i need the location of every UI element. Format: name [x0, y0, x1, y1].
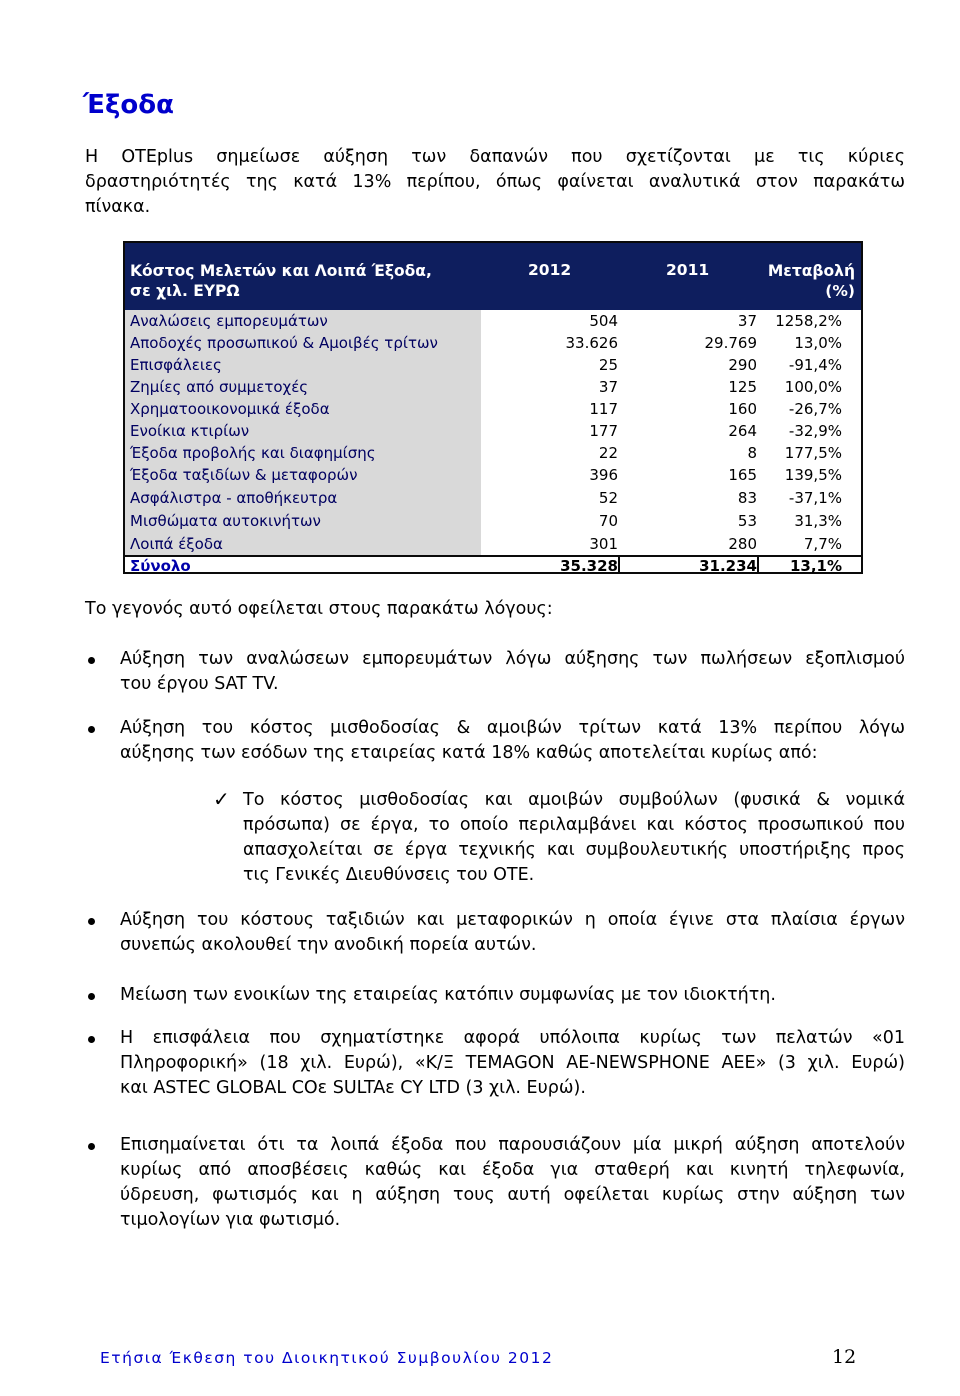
row-2011: 83	[737, 489, 757, 507]
row-label: Ενοίκια κτιρίων	[130, 422, 250, 440]
reasons-intro: Το γεγονός αυτό οφείλεται στους παρακάτω λόγους:	[85, 599, 553, 619]
row-change: 13,0%	[794, 334, 842, 352]
row-label: Χρηματοοικονομικά έξοδα	[130, 400, 330, 418]
row-label: Αποδοχές προσωπικού & Αμοιβές τρίτων	[130, 334, 438, 352]
table-row	[125, 533, 861, 555]
bullet-icon	[88, 918, 95, 925]
bullet-icon	[88, 657, 95, 664]
bullet-item	[120, 647, 905, 697]
row-label: Μισθώματα αυτοκινήτων	[130, 512, 321, 530]
row-label: Έξοδα προβολής και διαφημίσης	[130, 444, 376, 462]
row-label: Αναλώσεις εμπορευμάτων	[130, 312, 328, 330]
row-2012: 25	[598, 356, 618, 374]
bullet-line: του έργου SAT TV.	[120, 674, 279, 694]
bullet-line: αύξησης των εσόδων της εταιρείας κατά 18% καθώς αποτελείται κυρίως από:	[120, 743, 818, 763]
table-row	[125, 354, 861, 376]
bullet-line: Αύξηση του κόστους ταξιδιών και μεταφορικών η οποία έγινε στα πλαίσια έργων	[120, 910, 905, 930]
row-label: Έξοδα ταξιδίων & μεταφορών	[130, 466, 358, 484]
header-change-line: Μεταβολή	[767, 262, 855, 280]
sub-item	[243, 788, 905, 888]
row-change: -32,9%	[788, 422, 842, 440]
bullet-icon	[88, 726, 95, 733]
total-row	[125, 555, 861, 576]
bullet-item	[120, 983, 905, 1008]
expenses-table	[123, 241, 863, 574]
header-label-line: σε χιλ. ΕΥΡΩ	[130, 282, 240, 300]
bullet-line: Μείωση των ενοικίων της εταιρείας κατόπιν συμφωνίας με τον ιδιοκτήτη.	[120, 985, 776, 1005]
bullet-line: κυρίως από αποσβέσεις καθώς και έξοδα για σταθερή και κινητή τηλεφωνία,	[120, 1160, 905, 1180]
bullet-line: συνεπώς ακολουθεί την ανοδική πορεία αυτών.	[120, 935, 537, 955]
row-2011: 160	[728, 400, 757, 418]
table-row	[125, 464, 861, 486]
table-row	[125, 310, 861, 332]
bullet-item	[120, 908, 905, 958]
row-2012: 33.626	[565, 334, 618, 352]
row-2011: 37	[737, 312, 757, 330]
row-2011: 165	[728, 466, 757, 484]
total-2011: 31.234	[699, 557, 757, 575]
row-2011: 264	[728, 422, 757, 440]
intro-line: πίνακα.	[85, 197, 151, 217]
row-2012: 504	[589, 312, 618, 330]
row-label: Ασφάλιστρα - αποθήκευτρα	[130, 489, 338, 507]
bullet-line: ύδρευση, φωτισμός και η αύξηση τους αυτή οφείλεται κυρίως στην αύξηση των	[120, 1185, 905, 1205]
row-2012: 301	[589, 535, 618, 553]
row-change: -91,4%	[788, 356, 842, 374]
row-change: 139,5%	[784, 466, 842, 484]
row-2011: 53	[737, 512, 757, 530]
row-2011: 29.769	[704, 334, 757, 352]
row-change: 1258,2%	[775, 312, 842, 330]
header-2012: 2012	[528, 261, 572, 279]
page-number: 12	[832, 1346, 857, 1368]
intro-line: δραστηριότητές της κατά 13% περίπου, όπως φαίνεται αναλυτικά στον παρακάτω	[85, 172, 905, 192]
sub-line: απασχολείται σε έργα τεχνικής και συμβουλευτικής υποστήριξης προς	[243, 840, 905, 860]
header-2011: 2011	[666, 261, 710, 279]
row-change: 31,3%	[794, 512, 842, 530]
row-change: -37,1%	[788, 489, 842, 507]
row-change: 7,7%	[803, 535, 842, 553]
checkmark-icon: ✓	[213, 787, 230, 811]
row-2011: 125	[728, 378, 757, 396]
row-change: -26,7%	[788, 400, 842, 418]
sub-line: τις Γενικές Διευθύνσεις του ΟΤΕ.	[243, 865, 535, 885]
table-row	[125, 376, 861, 398]
total-label: Σύνολο	[130, 557, 191, 575]
row-2012: 177	[589, 422, 618, 440]
header-label	[130, 261, 432, 301]
row-change: 100,0%	[784, 378, 842, 396]
row-2012: 396	[589, 466, 618, 484]
table-row	[125, 487, 861, 509]
total-change: 13,1%	[789, 557, 842, 575]
row-2011: 290	[728, 356, 757, 374]
row-label: Επισφάλειες	[130, 356, 222, 374]
row-2011: 280	[728, 535, 757, 553]
row-label: Ζημίες από συμμετοχές	[130, 378, 309, 396]
row-label: Λοιπά έξοδα	[130, 535, 223, 553]
bullet-icon	[88, 1143, 95, 1150]
sub-line: Το κόστος μισθοδοσίας και αμοιβών συμβούλων (φυσικά & νομικά	[243, 790, 905, 810]
total-2012: 35.328	[560, 557, 618, 575]
bullet-icon	[88, 1036, 95, 1043]
row-2012: 52	[598, 489, 618, 507]
total-divider	[618, 555, 620, 574]
bullet-icon	[88, 993, 95, 1000]
intro-line: Η OTEplus σημείωσε αύξηση των δαπανών που σχετίζονται με τις κύριες	[85, 147, 905, 167]
bullet-line: Αύξηση των αναλώσεων εμπορευμάτων λόγω αύξησης των πωλήσεων εξοπλισμού	[120, 649, 905, 669]
bullet-line: και ASTEC GLOBAL COε SULTAε CY LTD (3 χιλ. Ευρώ).	[120, 1078, 586, 1098]
table-row	[125, 510, 861, 532]
table-header	[125, 243, 861, 310]
bullet-line: Αύξηση του κόστος μισθοδοσίας & αμοιβών τρίτων κατά 13% περίπου λόγω	[120, 718, 905, 738]
row-change: 177,5%	[784, 444, 842, 462]
row-2012: 22	[598, 444, 618, 462]
table-row	[125, 398, 861, 420]
row-2011: 8	[747, 444, 757, 462]
bullet-item	[120, 1026, 905, 1101]
intro-paragraph	[85, 145, 905, 220]
bullet-item	[120, 716, 905, 766]
sub-line: πρόσωπα) σε έργα, το οποίο περιλαμβάνει και κόστος προσωπικού που	[243, 815, 905, 835]
table-row	[125, 442, 861, 464]
footer-text: Ετήσια Έκθεση του Διοικητικού Συμβουλίου 2012	[100, 1349, 554, 1367]
header-change-line: (%)	[825, 282, 855, 300]
bullet-line: Η επισφάλεια που σχηματίστηκε αφορά υπόλοιπα κυρίως των πελατών «01	[120, 1028, 905, 1048]
page-title: Έξοδα	[83, 90, 174, 120]
bullet-line: τιμολογίων για φωτισμό.	[120, 1210, 341, 1230]
table-row	[125, 332, 861, 354]
table-row	[125, 420, 861, 442]
row-2012: 37	[598, 378, 618, 396]
row-2012: 70	[598, 512, 618, 530]
row-2012: 117	[589, 400, 618, 418]
bullet-line: Πληροφορική» (18 χιλ. Ευρώ), «Κ/Ξ TEMAGON AE-NEWSPHONE AEE» (3 χιλ. Ευρώ)	[120, 1053, 905, 1073]
total-divider	[757, 555, 759, 574]
bullet-item	[120, 1133, 905, 1233]
header-label-line: Κόστος Μελετών και Λοιπά Έξοδα,	[130, 262, 432, 280]
header-change	[765, 261, 855, 301]
bullet-line: Επισημαίνεται ότι τα λοιπά έξοδα που παρουσιάζουν μία μικρή αύξηση αποτελούν	[120, 1135, 905, 1155]
